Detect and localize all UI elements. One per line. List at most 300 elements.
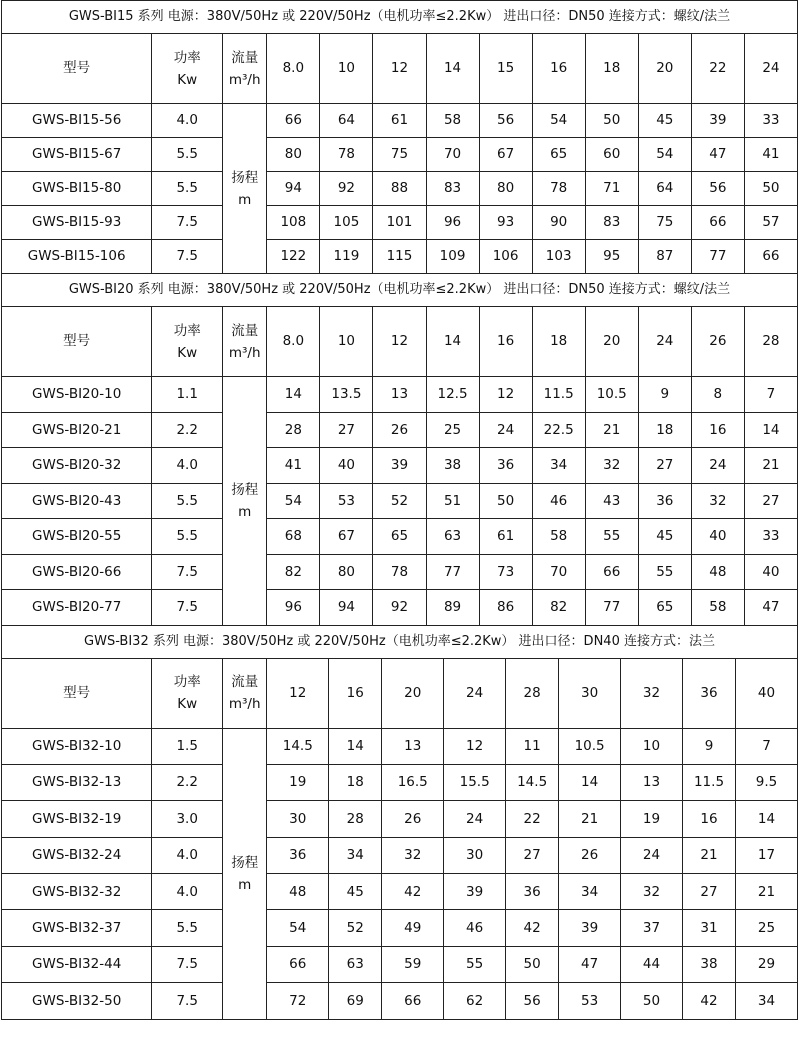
head-value-cell: 96 — [267, 590, 320, 626]
table-row — [2, 801, 798, 837]
header-flow — [223, 307, 267, 377]
head-value-cell: 26 — [373, 412, 426, 448]
head-value-cell: 41 — [744, 138, 797, 172]
head-value-cell: 14 — [736, 801, 798, 837]
head-value-cell: 53 — [559, 983, 621, 1019]
head-value-cell: 34 — [559, 874, 621, 910]
head-value-cell: 28 — [267, 412, 320, 448]
head-value-cell: 14 — [559, 764, 621, 800]
header-model: 型号 — [2, 658, 152, 728]
head-value-cell: 87 — [638, 240, 691, 274]
model-cell: GWS-BI32-24 — [2, 837, 152, 873]
head-value-cell: 21 — [585, 412, 638, 448]
head-value-cell: 9.5 — [736, 764, 798, 800]
head-value-cell: 22.5 — [532, 412, 585, 448]
head-value-cell: 34 — [532, 448, 585, 484]
head-value-cell: 80 — [267, 138, 320, 172]
head-value-cell: 39 — [444, 874, 506, 910]
head-value-cell: 52 — [329, 910, 382, 946]
head-value-cell: 65 — [532, 138, 585, 172]
model-cell: GWS-BI15-56 — [2, 104, 152, 138]
head-value-cell: 38 — [682, 946, 735, 982]
power-cell: 4.0 — [152, 448, 223, 484]
head-value-cell: 24 — [621, 837, 683, 873]
model-cell: GWS-BI32-13 — [2, 764, 152, 800]
flow-value: 16 — [329, 658, 382, 728]
head-value-cell: 52 — [373, 483, 426, 519]
head-value-cell: 58 — [426, 104, 479, 138]
head-value-cell: 55 — [444, 946, 506, 982]
head-value-cell: 63 — [329, 946, 382, 982]
head-unit: m — [238, 191, 252, 208]
head-value-cell: 40 — [320, 448, 373, 484]
power-cell: 5.5 — [152, 910, 223, 946]
head-value-cell: 75 — [638, 206, 691, 240]
head-value-cell: 44 — [621, 946, 683, 982]
model-cell: GWS-BI20-55 — [2, 519, 152, 555]
header-flow-unit: m³/h — [228, 696, 261, 712]
table-row — [2, 206, 798, 240]
head-value-cell: 30 — [267, 801, 329, 837]
head-value-cell: 26 — [382, 801, 444, 837]
head-value-cell: 10.5 — [585, 377, 638, 413]
head-value-cell: 27 — [744, 483, 797, 519]
power-cell: 7.5 — [152, 206, 223, 240]
head-value-cell: 86 — [479, 590, 532, 626]
power-cell: 7.5 — [152, 983, 223, 1019]
head-value-cell: 63 — [426, 519, 479, 555]
flow-value: 24 — [744, 34, 797, 104]
model-cell: GWS-BI32-44 — [2, 946, 152, 982]
head-value-cell: 54 — [532, 104, 585, 138]
head-unit: m — [238, 876, 252, 893]
head-value-cell: 64 — [320, 104, 373, 138]
table-row — [2, 519, 798, 555]
head-value-cell: 11 — [506, 728, 559, 764]
head-value-cell: 46 — [444, 910, 506, 946]
head-value-cell: 56 — [479, 104, 532, 138]
model-cell: GWS-BI32-32 — [2, 874, 152, 910]
head-value-cell: 9 — [638, 377, 691, 413]
header-power-unit: Kw — [177, 344, 198, 361]
model-cell: GWS-BI15-80 — [2, 172, 152, 206]
flow-value: 12 — [373, 307, 426, 377]
head-value-cell: 59 — [382, 946, 444, 982]
head-value-cell: 28 — [329, 801, 382, 837]
head-label-cell — [223, 104, 267, 274]
head-value-cell: 12 — [479, 377, 532, 413]
head-value-cell: 17 — [736, 837, 798, 873]
head-value-cell: 77 — [426, 554, 479, 590]
head-value-cell: 56 — [691, 172, 744, 206]
power-cell: 7.5 — [152, 554, 223, 590]
power-cell: 2.2 — [152, 412, 223, 448]
head-value-cell: 21 — [736, 874, 798, 910]
flow-value: 26 — [691, 307, 744, 377]
head-value-cell: 14.5 — [506, 764, 559, 800]
head-value-cell: 70 — [426, 138, 479, 172]
head-value-cell: 53 — [320, 483, 373, 519]
head-value-cell: 88 — [373, 172, 426, 206]
head-value-cell: 36 — [506, 874, 559, 910]
table-row — [2, 483, 798, 519]
header-flow-unit: m³/h — [228, 71, 261, 88]
head-value-cell: 41 — [267, 448, 320, 484]
power-cell: 5.5 — [152, 172, 223, 206]
power-cell: 5.5 — [152, 519, 223, 555]
head-value-cell: 40 — [691, 519, 744, 555]
header-power — [152, 34, 223, 104]
header-flow-unit: m³/h — [228, 344, 261, 361]
head-value-cell: 24 — [444, 801, 506, 837]
model-cell: GWS-BI32-50 — [2, 983, 152, 1019]
head-value-cell: 54 — [267, 910, 329, 946]
head-value-cell: 40 — [744, 554, 797, 590]
head-value-cell: 13 — [373, 377, 426, 413]
head-value-cell: 77 — [585, 590, 638, 626]
head-value-cell: 21 — [744, 448, 797, 484]
head-value-cell: 36 — [267, 837, 329, 873]
flow-value: 8.0 — [267, 307, 320, 377]
head-value-cell: 83 — [585, 206, 638, 240]
head-value-cell: 10 — [621, 728, 683, 764]
head-value-cell: 50 — [744, 172, 797, 206]
power-cell: 7.5 — [152, 590, 223, 626]
head-value-cell: 58 — [532, 519, 585, 555]
table-row — [2, 138, 798, 172]
model-cell: GWS-BI20-32 — [2, 448, 152, 484]
head-label: 扬程 — [231, 854, 259, 871]
flow-value: 24 — [444, 658, 506, 728]
table-row — [2, 874, 798, 910]
flow-value: 10 — [320, 307, 373, 377]
head-value-cell: 50 — [506, 946, 559, 982]
head-value-cell: 56 — [506, 983, 559, 1019]
head-value-cell: 19 — [267, 764, 329, 800]
head-value-cell: 14 — [267, 377, 320, 413]
header-power-label: 功率 — [173, 322, 201, 339]
flow-value: 15 — [479, 34, 532, 104]
head-value-cell: 78 — [320, 138, 373, 172]
head-value-cell: 27 — [638, 448, 691, 484]
head-label-cell — [223, 728, 267, 1019]
model-cell: GWS-BI32-10 — [2, 728, 152, 764]
head-value-cell: 109 — [426, 240, 479, 274]
head-value-cell: 101 — [373, 206, 426, 240]
head-value-cell: 21 — [559, 801, 621, 837]
head-value-cell: 106 — [479, 240, 532, 274]
power-cell: 5.5 — [152, 483, 223, 519]
head-value-cell: 46 — [532, 483, 585, 519]
header-flow — [223, 34, 267, 104]
head-value-cell: 66 — [267, 946, 329, 982]
head-value-cell: 57 — [744, 206, 797, 240]
head-value-cell: 65 — [638, 590, 691, 626]
spec-table — [1, 0, 798, 1020]
flow-value: 14 — [426, 307, 479, 377]
head-value-cell: 82 — [532, 590, 585, 626]
model-cell: GWS-BI20-77 — [2, 590, 152, 626]
head-value-cell: 45 — [329, 874, 382, 910]
head-value-cell: 78 — [373, 554, 426, 590]
model-cell: GWS-BI20-43 — [2, 483, 152, 519]
power-cell: 1.1 — [152, 377, 223, 413]
series-title: GWS-BI32 系列 电源：380V/50Hz 或 220V/50Hz（电机功率≤2.2Kw） 进出口径：DN40 连接方式：法兰 — [2, 625, 798, 658]
header-model: 型号 — [2, 307, 152, 377]
flow-value: 10 — [320, 34, 373, 104]
header-power-unit: Kw — [177, 696, 198, 712]
flow-value: 12 — [373, 34, 426, 104]
model-cell: GWS-BI15-67 — [2, 138, 152, 172]
head-value-cell: 39 — [691, 104, 744, 138]
head-value-cell: 70 — [532, 554, 585, 590]
head-value-cell: 71 — [585, 172, 638, 206]
head-value-cell: 11.5 — [682, 764, 735, 800]
head-value-cell: 95 — [585, 240, 638, 274]
head-value-cell: 75 — [373, 138, 426, 172]
table-row — [2, 377, 798, 413]
head-value-cell: 55 — [638, 554, 691, 590]
head-value-cell: 94 — [320, 590, 373, 626]
header-model: 型号 — [2, 34, 152, 104]
table-row — [2, 172, 798, 206]
flow-value: 12 — [267, 658, 329, 728]
flow-value: 20 — [638, 34, 691, 104]
table-row — [2, 910, 798, 946]
head-value-cell: 67 — [479, 138, 532, 172]
head-value-cell: 60 — [585, 138, 638, 172]
head-value-cell: 7 — [736, 728, 798, 764]
power-cell: 5.5 — [152, 138, 223, 172]
head-value-cell: 13.5 — [320, 377, 373, 413]
flow-value: 22 — [691, 34, 744, 104]
head-value-cell: 45 — [638, 519, 691, 555]
head-value-cell: 12.5 — [426, 377, 479, 413]
head-value-cell: 16 — [691, 412, 744, 448]
table-row — [2, 983, 798, 1019]
head-value-cell: 24 — [691, 448, 744, 484]
header-power — [152, 658, 223, 728]
head-value-cell: 16 — [682, 801, 735, 837]
table-row — [2, 240, 798, 274]
flow-value: 28 — [506, 658, 559, 728]
head-value-cell: 82 — [267, 554, 320, 590]
head-value-cell: 61 — [373, 104, 426, 138]
head-value-cell: 32 — [621, 874, 683, 910]
head-value-cell: 13 — [382, 728, 444, 764]
head-value-cell: 39 — [559, 910, 621, 946]
flow-value: 8.0 — [267, 34, 320, 104]
head-value-cell: 47 — [744, 590, 797, 626]
head-value-cell: 39 — [373, 448, 426, 484]
head-value-cell: 54 — [267, 483, 320, 519]
power-cell: 7.5 — [152, 946, 223, 982]
table-row — [2, 104, 798, 138]
head-value-cell: 68 — [267, 519, 320, 555]
head-label: 扬程 — [231, 481, 259, 498]
head-value-cell: 103 — [532, 240, 585, 274]
head-value-cell: 80 — [479, 172, 532, 206]
head-value-cell: 61 — [479, 519, 532, 555]
head-value-cell: 65 — [373, 519, 426, 555]
head-value-cell: 11.5 — [532, 377, 585, 413]
head-value-cell: 54 — [638, 138, 691, 172]
flow-value: 28 — [744, 307, 797, 377]
head-value-cell: 47 — [691, 138, 744, 172]
header-power-label: 功率 — [173, 674, 201, 690]
head-value-cell: 10.5 — [559, 728, 621, 764]
model-cell: GWS-BI15-106 — [2, 240, 152, 274]
head-label-cell — [223, 377, 267, 626]
head-value-cell: 45 — [638, 104, 691, 138]
head-value-cell: 37 — [621, 910, 683, 946]
head-value-cell: 108 — [267, 206, 320, 240]
head-value-cell: 15.5 — [444, 764, 506, 800]
head-value-cell: 58 — [691, 590, 744, 626]
head-value-cell: 33 — [744, 519, 797, 555]
flow-value: 18 — [532, 307, 585, 377]
series-title: GWS-BI20 系列 电源：380V/50Hz 或 220V/50Hz（电机功率≤2.2Kw） 进出口径：DN50 连接方式：螺纹/法兰 — [2, 274, 798, 307]
head-value-cell: 50 — [585, 104, 638, 138]
head-value-cell: 49 — [382, 910, 444, 946]
head-value-cell: 67 — [320, 519, 373, 555]
header-power — [152, 307, 223, 377]
model-cell: GWS-BI32-37 — [2, 910, 152, 946]
flow-value: 24 — [638, 307, 691, 377]
power-cell: 3.0 — [152, 801, 223, 837]
head-value-cell: 83 — [426, 172, 479, 206]
power-cell: 4.0 — [152, 874, 223, 910]
head-value-cell: 66 — [585, 554, 638, 590]
head-value-cell: 119 — [320, 240, 373, 274]
head-value-cell: 89 — [426, 590, 479, 626]
model-cell: GWS-BI15-93 — [2, 206, 152, 240]
head-value-cell: 47 — [559, 946, 621, 982]
header-power-label: 功率 — [173, 49, 201, 66]
head-value-cell: 36 — [638, 483, 691, 519]
head-value-cell: 12 — [444, 728, 506, 764]
head-value-cell: 66 — [267, 104, 320, 138]
header-flow — [223, 658, 267, 728]
head-value-cell: 36 — [479, 448, 532, 484]
head-value-cell: 14 — [744, 412, 797, 448]
head-value-cell: 105 — [320, 206, 373, 240]
head-value-cell: 73 — [479, 554, 532, 590]
model-cell: GWS-BI32-19 — [2, 801, 152, 837]
series-title: GWS-BI15 系列 电源：380V/50Hz 或 220V/50Hz（电机功率≤2.2Kw） 进出口径：DN50 连接方式：螺纹/法兰 — [2, 1, 798, 34]
head-value-cell: 42 — [682, 983, 735, 1019]
head-value-cell: 14.5 — [267, 728, 329, 764]
flow-value: 18 — [585, 34, 638, 104]
flow-value: 14 — [426, 34, 479, 104]
head-value-cell: 14 — [329, 728, 382, 764]
head-value-cell: 32 — [585, 448, 638, 484]
head-value-cell: 43 — [585, 483, 638, 519]
header-flow-label: 流量 — [231, 322, 259, 339]
head-value-cell: 115 — [373, 240, 426, 274]
table-row — [2, 590, 798, 626]
head-value-cell: 69 — [329, 983, 382, 1019]
head-value-cell: 48 — [691, 554, 744, 590]
head-value-cell: 94 — [267, 172, 320, 206]
head-value-cell: 27 — [506, 837, 559, 873]
head-value-cell: 42 — [506, 910, 559, 946]
head-value-cell: 8 — [691, 377, 744, 413]
head-value-cell: 30 — [444, 837, 506, 873]
model-cell: GWS-BI20-21 — [2, 412, 152, 448]
head-value-cell: 78 — [532, 172, 585, 206]
head-value-cell: 93 — [479, 206, 532, 240]
table-row — [2, 764, 798, 800]
head-value-cell: 48 — [267, 874, 329, 910]
head-value-cell: 66 — [382, 983, 444, 1019]
flow-value: 32 — [621, 658, 683, 728]
head-value-cell: 92 — [373, 590, 426, 626]
head-value-cell: 24 — [479, 412, 532, 448]
head-value-cell: 27 — [320, 412, 373, 448]
power-cell: 7.5 — [152, 240, 223, 274]
head-value-cell: 19 — [621, 801, 683, 837]
head-value-cell: 66 — [744, 240, 797, 274]
head-value-cell: 29 — [736, 946, 798, 982]
head-value-cell: 13 — [621, 764, 683, 800]
flow-value: 20 — [585, 307, 638, 377]
head-value-cell: 66 — [691, 206, 744, 240]
head-value-cell: 7 — [744, 377, 797, 413]
head-value-cell: 18 — [638, 412, 691, 448]
head-value-cell: 25 — [426, 412, 479, 448]
power-cell: 4.0 — [152, 104, 223, 138]
table-row — [2, 554, 798, 590]
table-row — [2, 946, 798, 982]
flow-value: 20 — [382, 658, 444, 728]
head-value-cell: 50 — [479, 483, 532, 519]
model-cell: GWS-BI20-10 — [2, 377, 152, 413]
head-value-cell: 38 — [426, 448, 479, 484]
power-cell: 2.2 — [152, 764, 223, 800]
head-value-cell: 62 — [444, 983, 506, 1019]
header-flow-label: 流量 — [231, 674, 259, 690]
head-value-cell: 33 — [744, 104, 797, 138]
head-label: 扬程 — [231, 169, 259, 186]
table-row — [2, 448, 798, 484]
head-value-cell: 21 — [682, 837, 735, 873]
head-value-cell: 18 — [329, 764, 382, 800]
head-value-cell: 32 — [691, 483, 744, 519]
head-value-cell: 72 — [267, 983, 329, 1019]
head-value-cell: 96 — [426, 206, 479, 240]
head-value-cell: 55 — [585, 519, 638, 555]
table-row — [2, 728, 798, 764]
head-value-cell: 42 — [382, 874, 444, 910]
head-value-cell: 122 — [267, 240, 320, 274]
flow-value: 16 — [532, 34, 585, 104]
flow-value: 40 — [736, 658, 798, 728]
head-value-cell: 80 — [320, 554, 373, 590]
flow-value: 30 — [559, 658, 621, 728]
head-value-cell: 90 — [532, 206, 585, 240]
power-cell: 1.5 — [152, 728, 223, 764]
head-value-cell: 9 — [682, 728, 735, 764]
head-value-cell: 34 — [736, 983, 798, 1019]
model-cell: GWS-BI20-66 — [2, 554, 152, 590]
head-value-cell: 92 — [320, 172, 373, 206]
head-value-cell: 77 — [691, 240, 744, 274]
header-flow-label: 流量 — [231, 49, 259, 66]
header-power-unit: Kw — [177, 71, 198, 88]
head-value-cell: 32 — [382, 837, 444, 873]
flow-value: 36 — [682, 658, 735, 728]
